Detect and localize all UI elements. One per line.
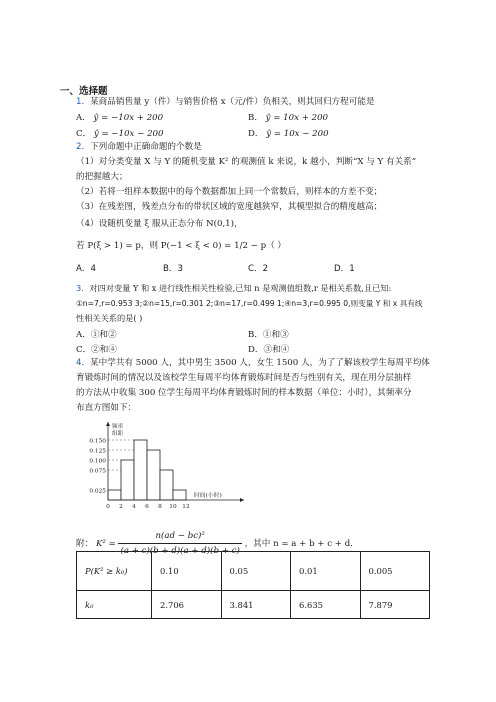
formula-denominator: (a + c)(b + d)(a + d)(b + c) — [120, 546, 240, 556]
x-tick-label: 4 — [132, 504, 136, 510]
critical-value-table — [76, 551, 430, 619]
histogram-bar — [147, 450, 160, 500]
table-row — [77, 552, 430, 591]
x-tick-label: 6 — [145, 504, 149, 510]
x-axis-label: 时间(小时) — [194, 493, 222, 499]
table-row — [77, 591, 430, 619]
x-tick-label: 10 — [169, 504, 177, 510]
x-axis-arrow — [240, 498, 244, 502]
q1-option-b[interactable]: B． ŷ = 10x + 200 — [248, 113, 329, 123]
formula-lhs: K² = — [95, 539, 116, 549]
table-cell: 6.635 — [291, 591, 361, 619]
q4-line: 某中学共有 5000 人，其中男生 3500 人，女生 1500 人，为了了解该校学生每周平均体 — [90, 358, 430, 368]
q2-option-a[interactable]: A．4 — [76, 264, 96, 274]
q2-item: 的把握越大； — [76, 172, 128, 182]
q3-option-b[interactable]: B．①和③ — [248, 330, 289, 340]
y-tick-label: 0.025 — [89, 488, 106, 495]
q3-line: 性相关关系的是( ) — [76, 313, 143, 323]
q1-option-c[interactable]: C． ŷ = −10x − 200 — [76, 129, 164, 139]
x-tick-label: 0 — [106, 504, 110, 510]
q2-stem: 下列命题中正确命题的个数是 — [90, 142, 202, 152]
q4-line: 的方法从中收集 300 位学生每周平均体育锻炼时间的样本数据（单位：小时），其频率分 — [76, 388, 412, 398]
q2-item: （2）若将一组样本数据中的每个数据都加上同一个常数后，则样本的方差不变； — [76, 187, 383, 197]
histogram-bar — [173, 490, 186, 500]
q2-item: （1）对分类变量 X 与 Y 的随机变量 K² 的观测值 k 来说，k 越小，判断“X 与 Y 有关系” — [76, 157, 417, 167]
y-axis-label: 频率 — [112, 424, 124, 430]
section-title: 一、选择题 — [60, 86, 108, 97]
q2-item: （4）设随机变量 ξ 服从正态分布 N(0,1)， — [76, 219, 243, 229]
formula-tail: ，其中 n = a + b + c + d． — [244, 539, 359, 549]
q3-option-d[interactable]: D．③和④ — [248, 345, 290, 355]
q3-option-c[interactable]: C．②和④ — [76, 345, 117, 355]
y-tick-label: 0.150 — [89, 438, 106, 445]
y-tick-label: 0.125 — [89, 448, 106, 455]
q3-stem-line — [76, 283, 391, 294]
table-cell: 3.841 — [221, 591, 291, 619]
histogram-bar — [134, 440, 147, 500]
x-tick-label: 12 — [182, 504, 190, 510]
table-header-cell: k₀ — [77, 591, 152, 619]
q2-stem-line — [76, 142, 202, 153]
q3-number: 3． — [76, 283, 90, 293]
histogram-bar — [121, 460, 134, 500]
q2-option-d[interactable]: D．1 — [334, 264, 355, 274]
table-cell: 0.01 — [291, 552, 361, 591]
q2-item: （3）在残差图，残差点分布的带状区域的宽度越狭窄，其模型拟合的精度越高； — [76, 202, 383, 212]
formula-note-prefix: 附： — [76, 539, 94, 549]
q2-option-c[interactable]: C．2 — [248, 264, 269, 274]
x-tick-label: 2 — [119, 504, 123, 510]
q4-line: 布直方图如下： — [76, 403, 137, 413]
q2-number: 2． — [76, 142, 91, 152]
histogram-bar — [108, 490, 121, 500]
q2-item: 若 P(ξ > 1) = p，则 P(−1 < ξ < 0) = 1/2 − p（ ） — [76, 241, 287, 251]
table-cell: 7.879 — [360, 591, 430, 619]
x-tick-label: 8 — [158, 504, 162, 510]
table-cell: 0.05 — [221, 552, 291, 591]
q1-stem: 某商品销售量 y（件）与销售价格 x（元/件）负相关，则其回归方程可能是 — [90, 97, 375, 107]
q1-option-d[interactable]: D． ŷ = 10x − 200 — [248, 129, 329, 139]
q3-line: 对四对变量 Y 和 x 进行线性相关性检验,已知 n 是观测值组数,r 是相关系数,且已知: — [89, 283, 392, 293]
q1-option-a[interactable]: A． ŷ = −10x + 200 — [76, 113, 164, 123]
histogram-bar — [160, 470, 173, 500]
q1-stem-line — [76, 97, 375, 108]
q3-line: ①n=7,r=0.953 3;②n=15,r=0.301 2;③n=17,r=0.499 1;④n=3,r=0.995 0,则变量 Y 和 x 具有线 — [76, 299, 423, 308]
y-axis-arrow — [106, 422, 110, 426]
frequency-histogram — [76, 418, 326, 518]
table-header-cell: P(K² ≥ k₀) — [77, 552, 152, 591]
q2-option-b[interactable]: B．3 — [163, 264, 183, 274]
table-cell: 2.706 — [152, 591, 222, 619]
y-axis-label: 组距 — [112, 431, 124, 437]
table-cell: 0.005 — [360, 552, 430, 591]
q4-line: 育锻炼时间的情况以及该校学生每周平均体育锻炼时间是否与性别有关，现在用分层抽样 — [76, 373, 412, 383]
q3-option-a[interactable]: A．①和② — [76, 330, 117, 340]
formula-numerator: n(ad − bc)² — [118, 529, 241, 544]
table-cell: 0.10 — [152, 552, 222, 591]
q4-number: 4． — [76, 358, 91, 368]
q1-number: 1． — [76, 97, 91, 107]
q4-stem-line — [76, 358, 430, 369]
y-tick-label: 0.075 — [89, 468, 106, 475]
y-tick-label: 0.100 — [89, 458, 106, 465]
